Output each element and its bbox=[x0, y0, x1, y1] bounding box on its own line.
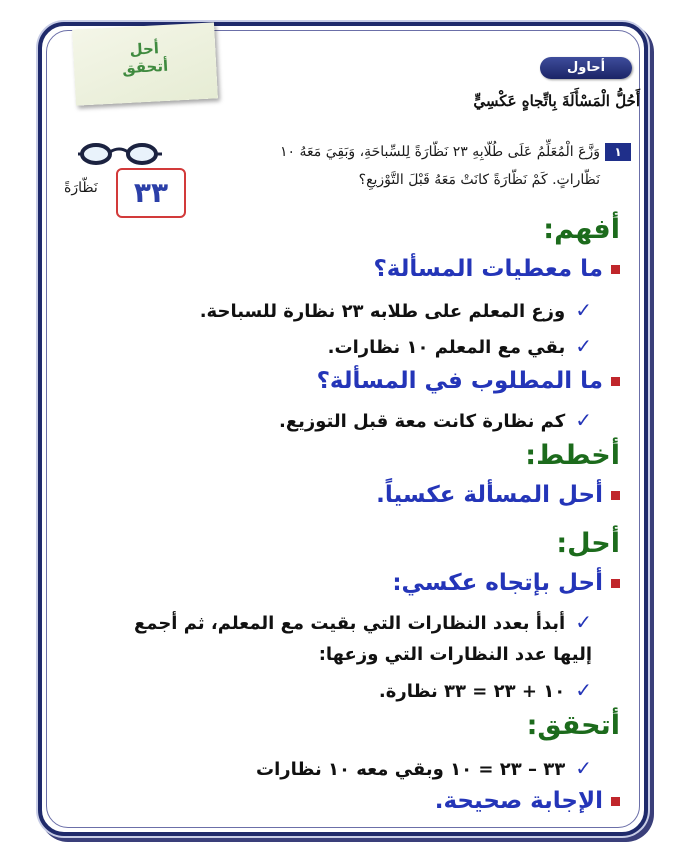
solve-step-3: ✓١٠ + ٢٣ = ٣٣ نظارة. bbox=[378, 678, 592, 702]
check-icon: ✓ bbox=[575, 334, 592, 358]
answer-box: ٣٣ bbox=[116, 168, 186, 218]
red-square-bullet bbox=[611, 265, 620, 274]
ahawel-badge: أحاول bbox=[540, 57, 632, 79]
verify-step: ✓٣٣ – ٢٣ = ١٠ وبقي معه ١٠ نظارات bbox=[256, 756, 592, 780]
check-icon: ✓ bbox=[575, 756, 592, 780]
solve-item: أحل بإتجاه عكسي: bbox=[70, 570, 620, 596]
sticky-line-1: أحل bbox=[129, 39, 160, 59]
plan-item: أحل المسألة عكسياً. bbox=[70, 482, 620, 508]
understand-title: أفهم: bbox=[543, 214, 620, 245]
goggles-icon bbox=[78, 140, 162, 168]
answer-unit: نَظّارَةً bbox=[64, 180, 98, 196]
red-square-bullet bbox=[611, 797, 620, 806]
required-item-1: ✓كم نظارة كانت معة قبل التوزيع. bbox=[279, 408, 592, 432]
verify-title: أتحقق: bbox=[526, 710, 620, 741]
check-icon: ✓ bbox=[575, 678, 592, 702]
sticky-note bbox=[72, 22, 218, 105]
check-icon: ✓ bbox=[575, 610, 592, 634]
verify-result: الإجابة صحيحة. bbox=[70, 788, 620, 814]
sticky-line-2: أتحقق bbox=[121, 56, 169, 78]
question-line-2: نَظّاراتٍ. كَمْ نَظّارَةً كانَتْ مَعَهُ قَبْلَ التَّوْزيعِ؟ bbox=[358, 172, 600, 188]
givens-item-2: ✓بقي مع المعلم ١٠ نظارات. bbox=[327, 334, 592, 358]
question-line-1: وَزَّعَ الْمُعَلِّمُ عَلَى طُلّابِهِ ٢٣ نَظّارَةً لِلسِّباحَةِ، وَبَقِيَ مَعَهُ ١٠ bbox=[280, 144, 600, 160]
solve-step-1: ✓أبدأ بعدد النظارات التي بقيت مع المعلم، ثم أجمع bbox=[133, 610, 592, 634]
question-text bbox=[180, 138, 600, 194]
check-icon: ✓ bbox=[575, 298, 592, 322]
required-question: ما المطلوب في المسألة؟ bbox=[70, 368, 620, 394]
solve-step-2: إليها عدد النظارات التي وزعها: bbox=[318, 644, 592, 665]
red-square-bullet bbox=[611, 377, 620, 386]
givens-item-1: ✓وزع المعلم على طلابه ٢٣ نظارة للسباحة. bbox=[199, 298, 592, 322]
check-icon: ✓ bbox=[575, 408, 592, 432]
question-number: ١ bbox=[605, 143, 631, 161]
book-heading: أَحُلُّ الْمَسْأَلَةَ بِاتِّجاهٍ عَكْسِيٍّ bbox=[473, 92, 640, 110]
red-square-bullet bbox=[611, 579, 620, 588]
solve-title: أحل: bbox=[556, 528, 620, 559]
givens-question: ما معطيات المسألة؟ bbox=[70, 256, 620, 282]
plan-title: أخطط: bbox=[525, 440, 620, 471]
red-square-bullet bbox=[611, 491, 620, 500]
